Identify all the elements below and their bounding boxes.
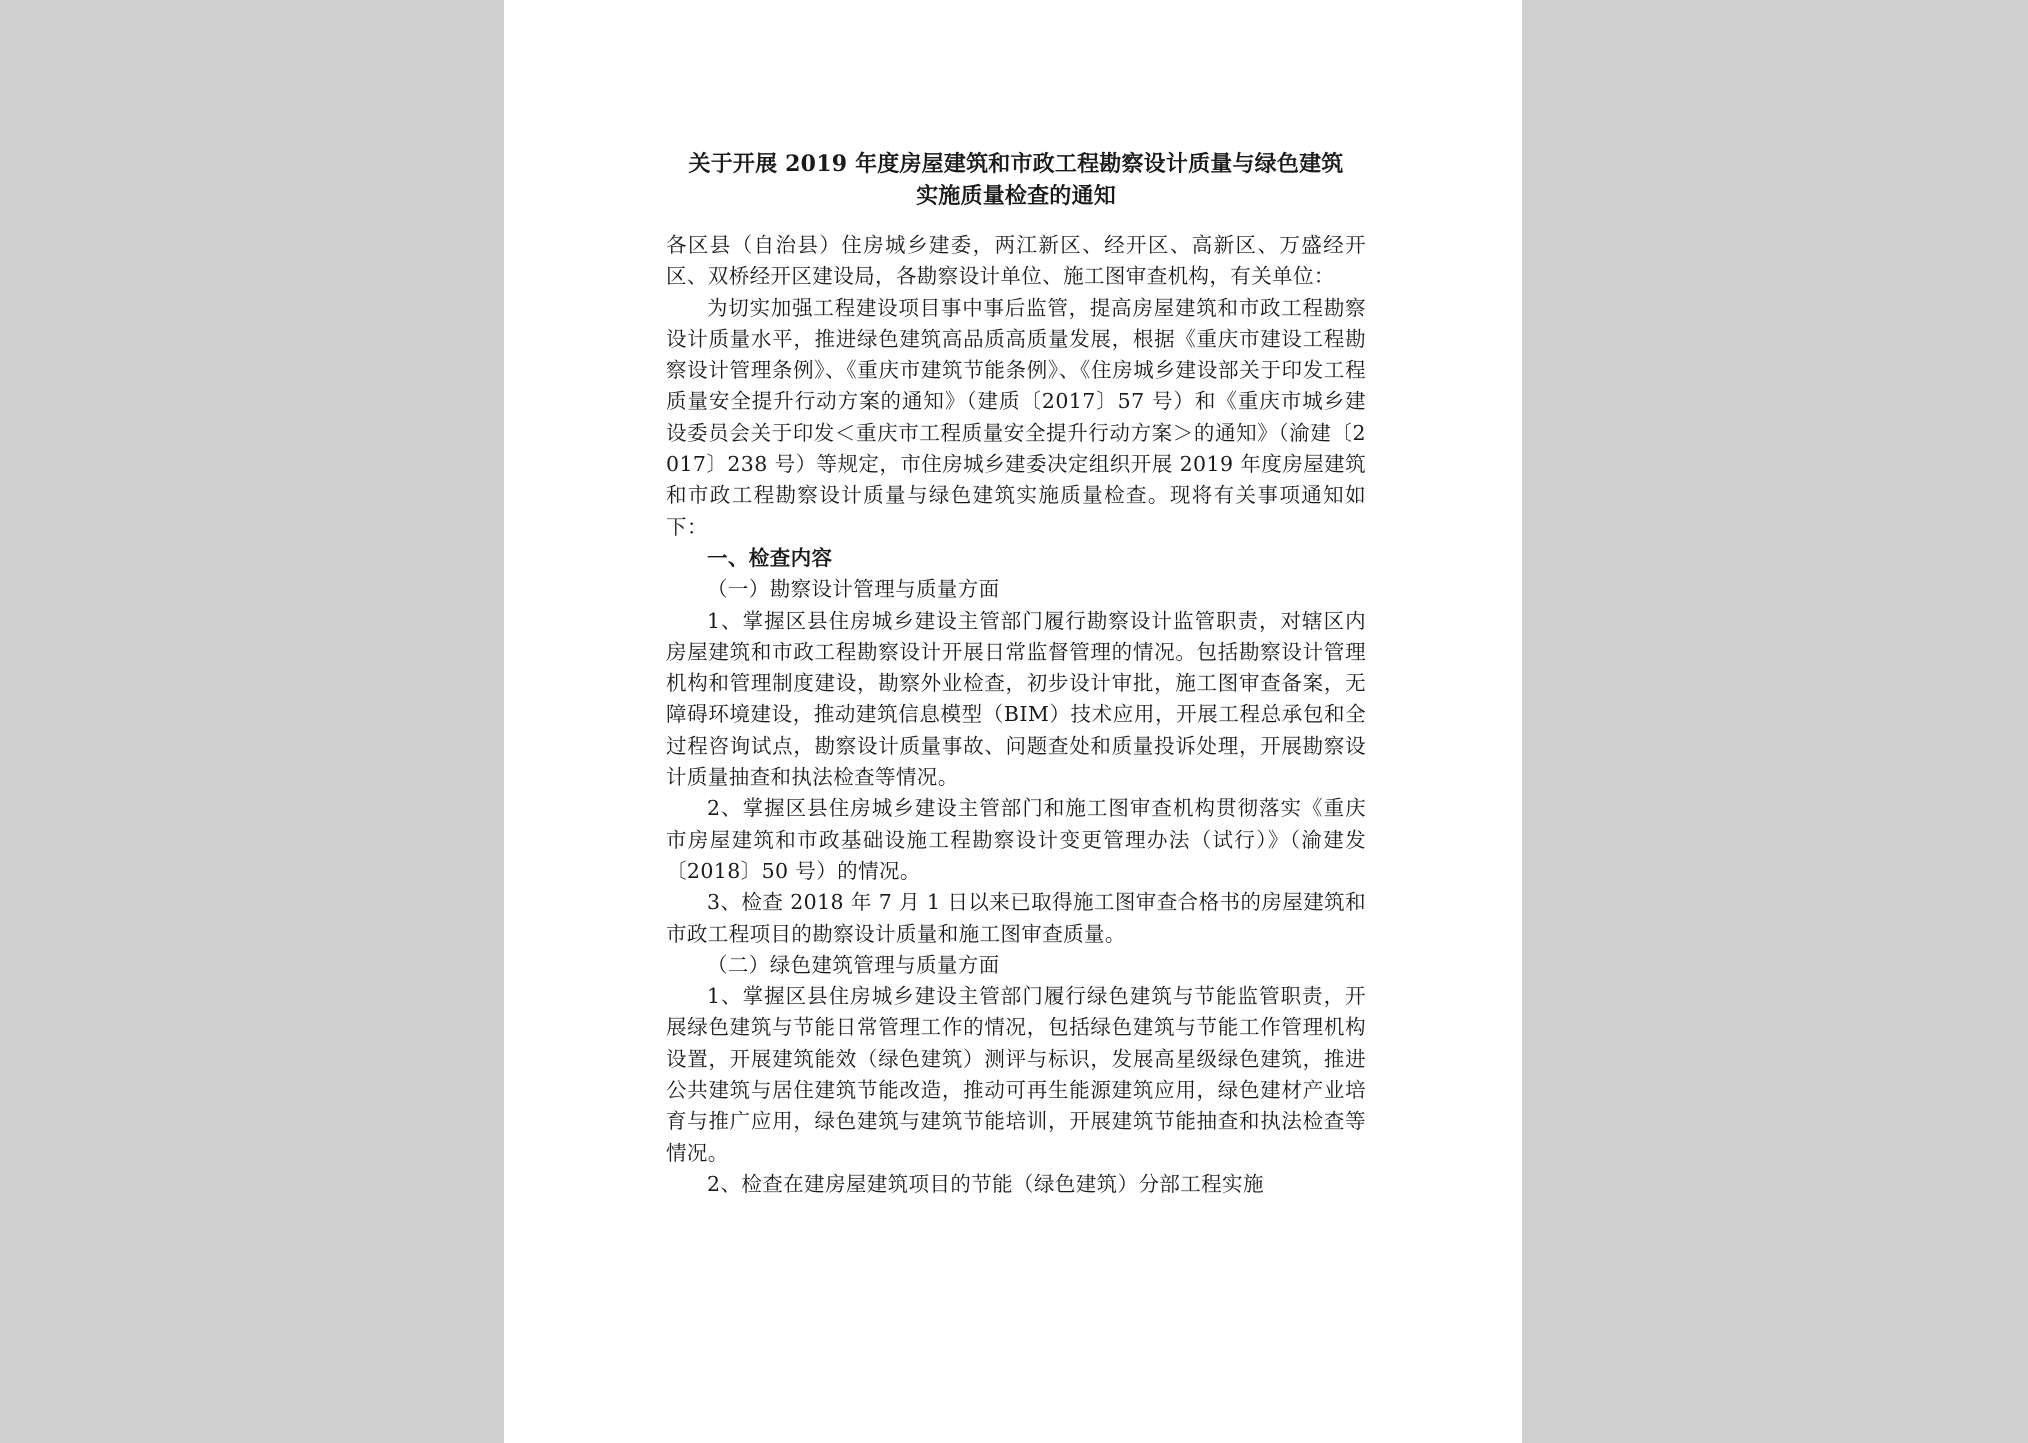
item-paragraph: 1、掌握区县住房城乡建设主管部门履行勘察设计监管职责，对辖区内房屋建筑和市政工程勘察设计开展日常监督管理的情况。包括勘察设计管理机构和管理制度建设，勘察外业检查，初步设计审批，施工图审查备案，无障碍环境建设，推动建筑信息模型（BIM）技术应用，开展工程总承包和全过程咨询试点，勘察设计质量事故、问题查处和质量投诉处理，开展勘察设计质量抽查和执法检查等情况。 [666,608,1366,790]
document-body [666,148,1366,1200]
subsection-heading-survey-design: （一）勘察设计管理与质量方面 [707,577,1000,602]
item-paragraph: 1、掌握区县住房城乡建设主管部门履行绿色建筑与节能监管职责，开展绿色建筑与节能日常管理工作的情况，包括绿色建筑与节能工作管理机构设置，开展建筑能效（绿色建筑）测评与标识，发展高星级绿色建筑，推进公共建筑与居住建筑节能改造，推动可再生能源建筑应用，绿色建材产业培育与推广应用，绿色建筑与建筑节能培训，开展建筑节能抽查和执法检查等情况。 [666,984,1366,1165]
salutation-paragraph: 各区县（自治县）住房城乡建委，两江新区、经开区、高新区、万盛经开区、双桥经开区建设局，各勘察设计单位、施工图审查机构，有关单位： [666,233,1366,289]
document-page [504,0,1522,1443]
document-title [666,148,1366,212]
item-paragraph: 2、掌握区县住房城乡建设主管部门和施工图审查机构贯彻落实《重庆市房屋建筑和市政基础设施工程勘察设计变更管理办法（试行）》（渝建发〔2018〕50 号）的情况。 [666,796,1366,883]
intro-paragraph: 为切实加强工程建设项目事中事后监管，提高房屋建筑和市政工程勘察设计质量水平，推进绿色建筑高品质高质量发展，根据《重庆市建设工程勘察设计管理条例》、《重庆市建筑节能条例》、《住房城乡建设部关于印发工程质量安全提升行动方案的通知》（建质〔2017〕57 号）和《重庆市城乡建设委员会关于印发＜重庆市工程质量安全提升行动方案＞的通知》（渝建〔2017〕238 号）等规定，市住房城乡建委决定组织开展 2019 年度房屋建筑和市政工程勘察设计质量与绿色建筑实施质量检查。现将有关事项通知如下： [666,295,1366,539]
title-line-1: 关于开展 2019 年度房屋建筑和市政工程勘察设计质量与绿色建筑 [688,151,1344,177]
section-heading-inspection-content: 一、检查内容 [707,545,833,570]
item-paragraph: 2、检查在建房屋建筑项目的节能（绿色建筑）分部工程实施 [707,1171,1264,1196]
title-line-2: 实施质量检查的通知 [916,183,1116,209]
item-paragraph: 3、检查 2018 年 7 月 1 日以来已取得施工图审查合格书的房屋建筑和市政工程项目的勘察设计质量和施工图审查质量。 [666,890,1366,946]
subsection-heading-green-building: （二）绿色建筑管理与质量方面 [707,952,1000,977]
